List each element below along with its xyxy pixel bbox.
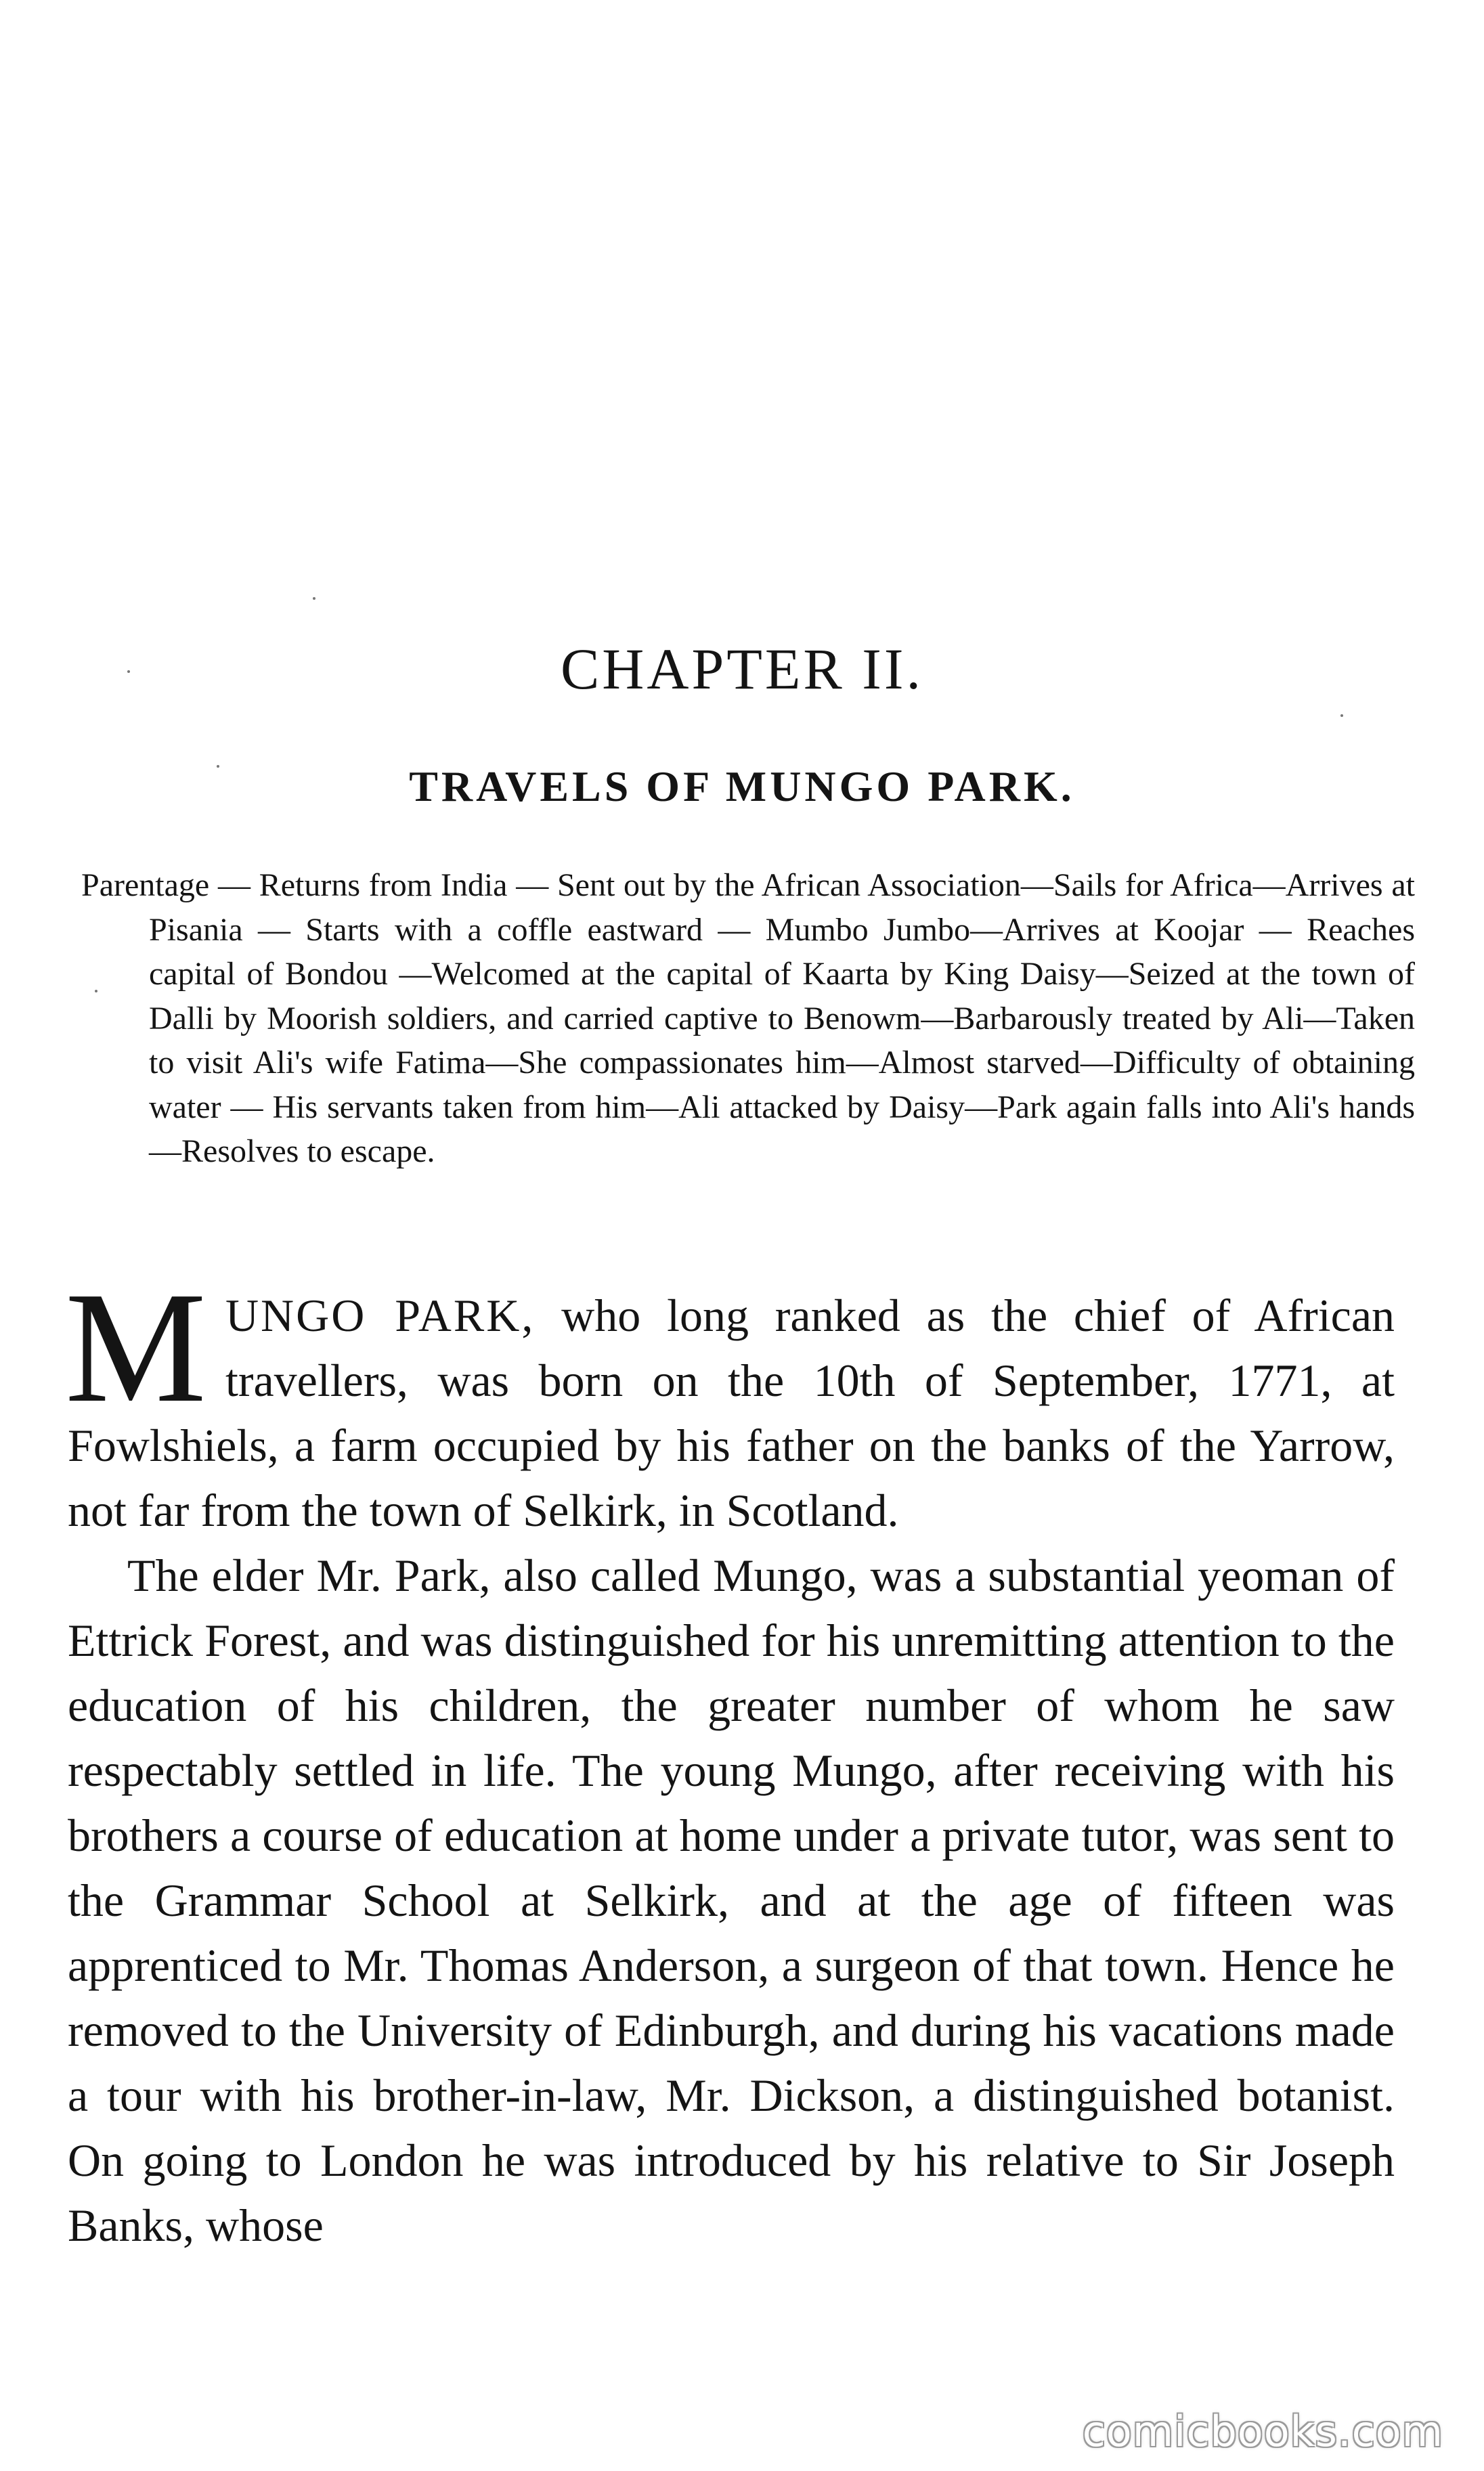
paragraph-2: The elder Mr. Park, also called Mungo, was a substantial yeoman of Ettrick Forest, and was distinguished for his unremitting attention to the education of his children, the greater number of whom he saw respectably settled in life. The young Mungo, after receiving with his brothers a course of education at home under a private tutor, was sent to the Grammar School at Selkirk, and at the age of fifteen was apprenticed to Mr. Thomas Anderson, a surgeon of that town. Hence he removed to the University of Edinburgh, and during his vacations made a tour with his brother-in-law, Mr. Dickson, a distinguished botanist. On going to London he was introduced by his relative to Sir Joseph Banks, whose xyxy=(68,1550,1395,2251)
chapter-synopsis: Parentage — Returns from India — Sent out by the African Association—Sails for Africa—Arrives at Pisania — Starts with a coffle eastward — Mumbo Jumbo—Arrives at Koojar — Reaches capital of Bondou —Welcomed at the capital of Kaarta by King Daisy—Seized at the town of Dalli by Moorish soldiers, and carried captive to Benowm—Barbarously treated by Ali—Taken to visit Ali's wife Fatima—She compassionates him—Almost starved—Difficulty of obtaining water — His servants taken from him—Ali attacked by Daisy—Park again falls into Ali's hands—Resolves to escape. xyxy=(81,867,1415,1169)
lead-small-caps: UNGO PARK, xyxy=(225,1290,536,1341)
chapter-subtitle: TRAVELS OF MUNGO PARK. xyxy=(409,762,1075,810)
chapter-title: CHAPTER II. xyxy=(560,636,924,701)
body-text xyxy=(65,1259,1395,2258)
watermark-logo: comicbooks.com xyxy=(1082,2407,1443,2456)
drop-cap: M xyxy=(65,1259,206,1435)
paragraph-1-text: who long ranked as the chief of African travellers, was born on the 10th of September, 1771, at Fowlshiels, a farm occupied by his father on the banks of the Yarrow, not far from the town of Selkirk, in Scotland. xyxy=(68,1290,1395,1536)
paragraph-1 xyxy=(65,1259,1395,1543)
print-speck xyxy=(313,597,315,600)
print-speck xyxy=(1340,714,1343,717)
